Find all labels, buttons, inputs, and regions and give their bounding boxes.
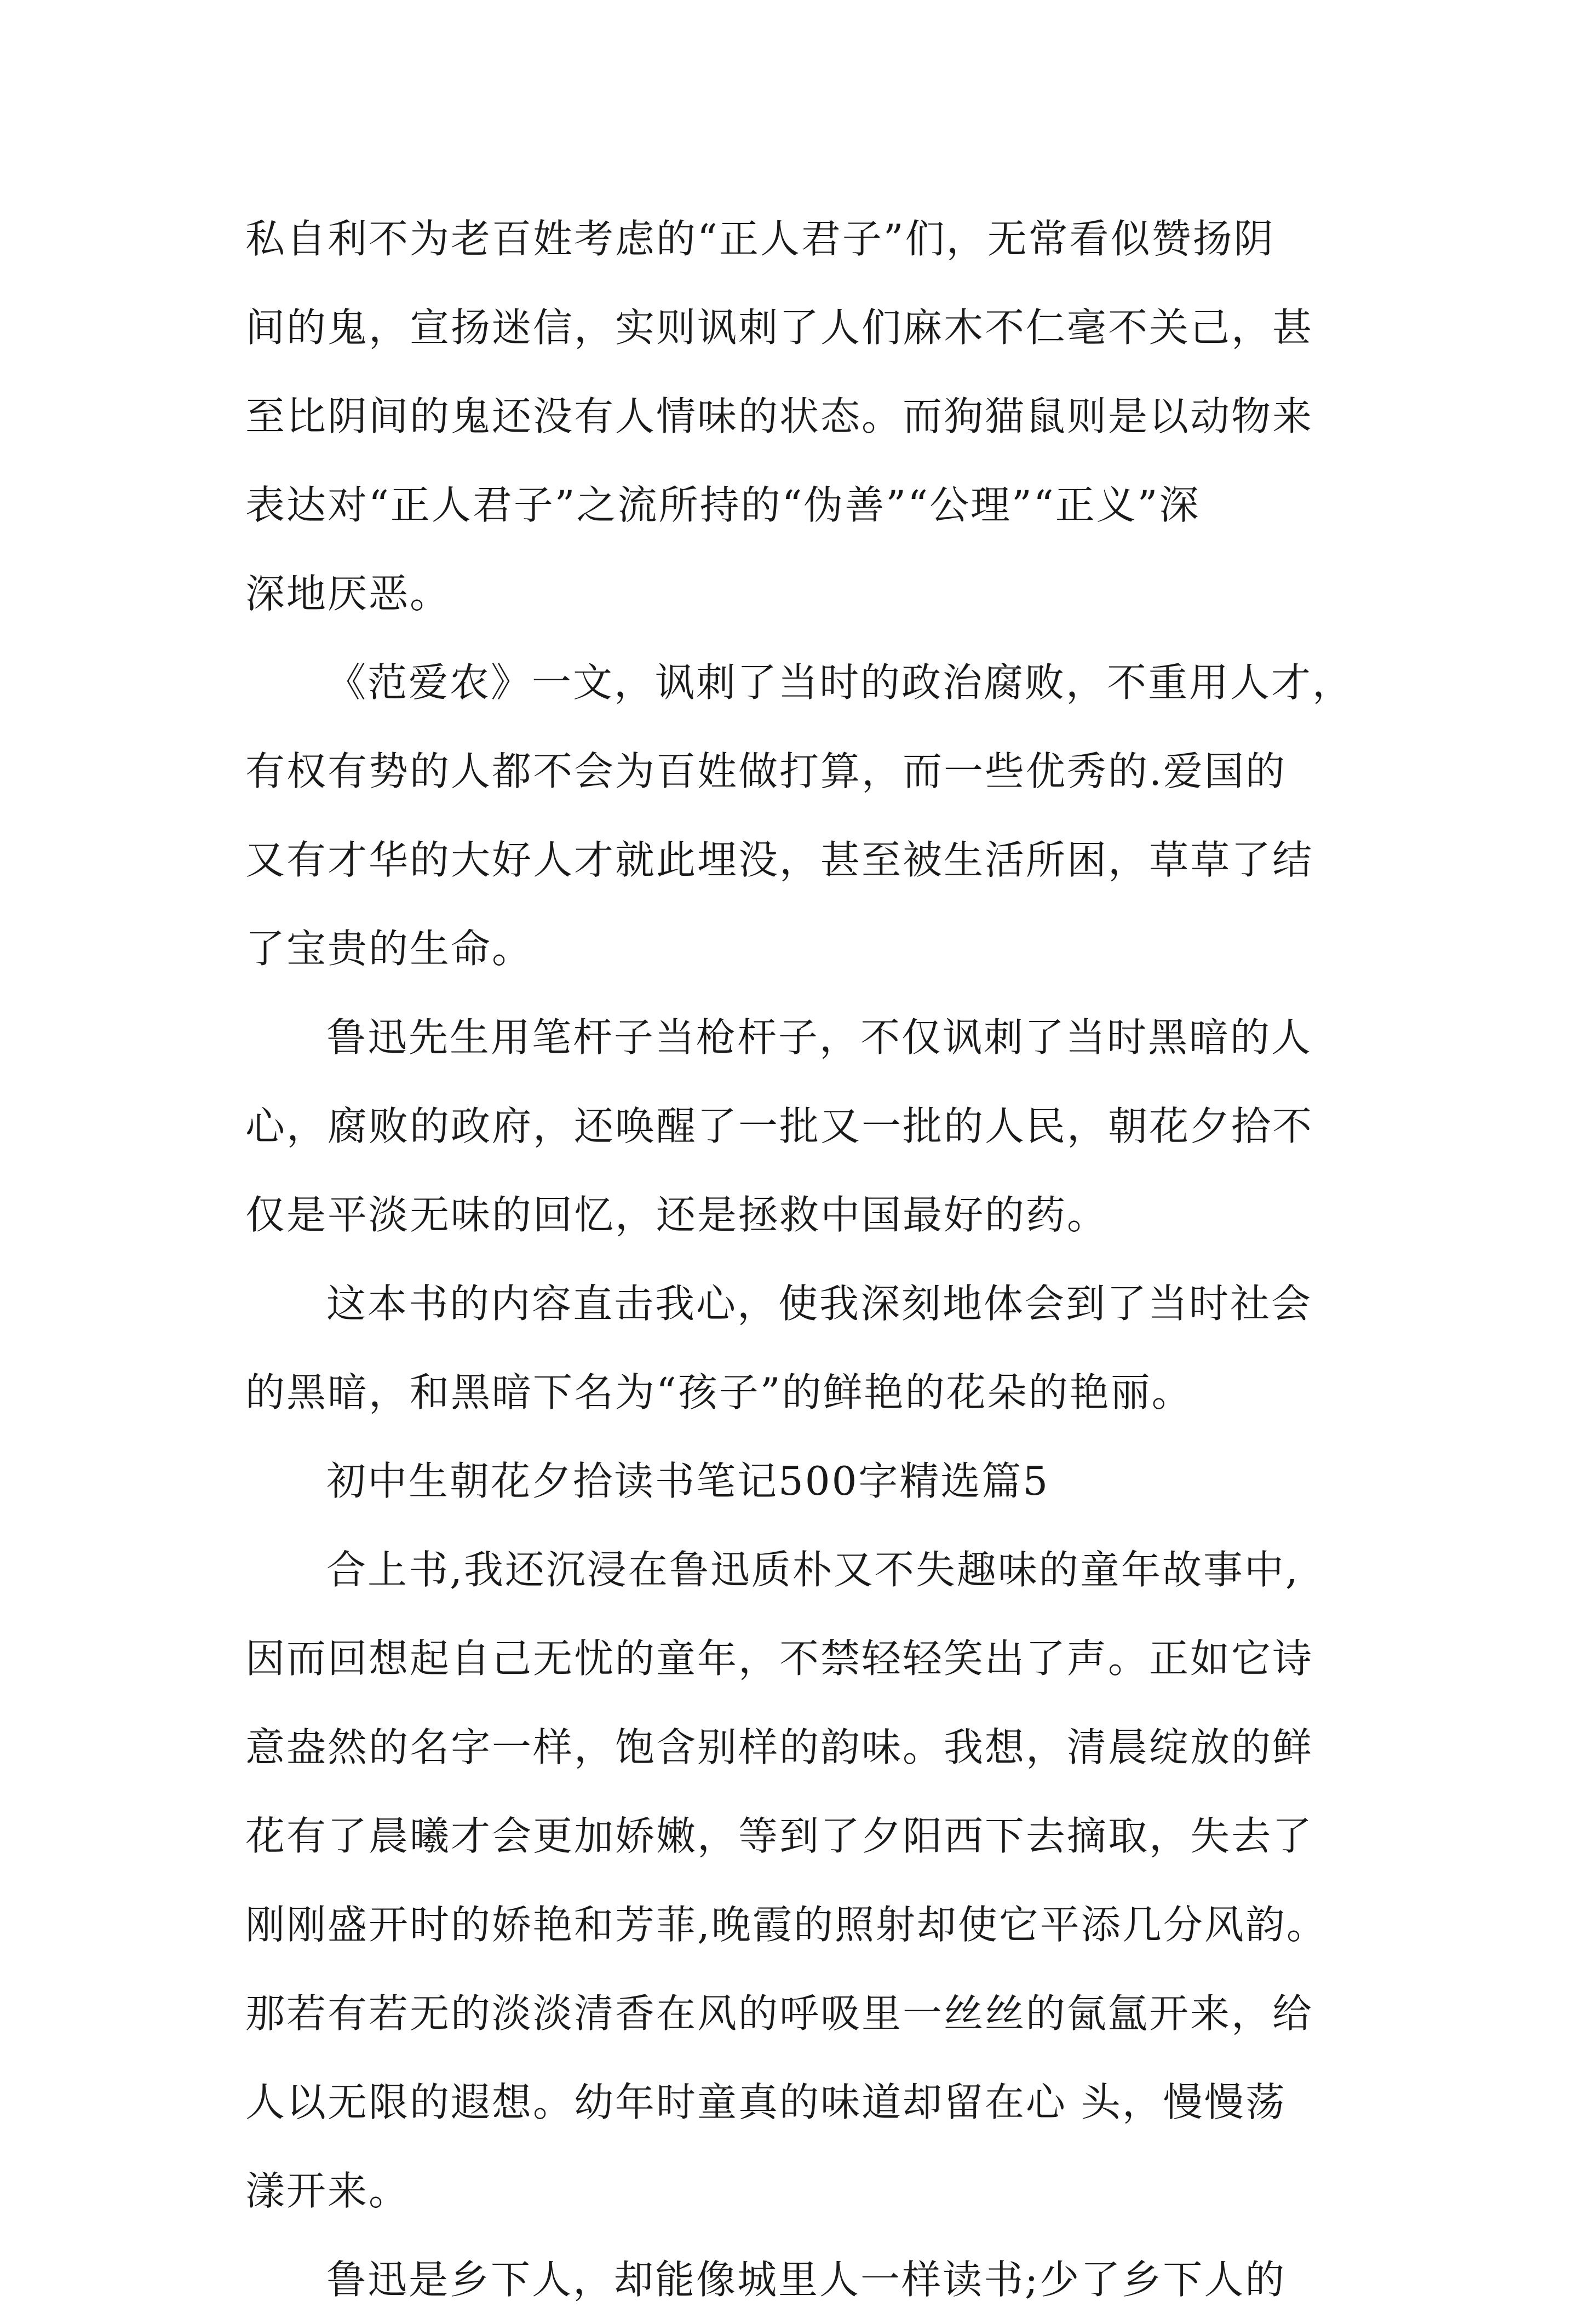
text-line: 合上书,我还沉浸在鲁迅质朴又不失趣味的童年故事中, bbox=[326, 1547, 1300, 1593]
document-body bbox=[245, 194, 1354, 2324]
text-line: 仅是平淡无味的回忆，还是拯救中国最好的药。 bbox=[245, 1192, 1109, 1238]
text-line: 又有才华的大好人才就此埋没，甚至被生活所困，草草了结 bbox=[245, 837, 1314, 883]
text-line: 鲁迅先生用笔杆子当枪杆子，不仅讽刺了当时黑暗的人 bbox=[326, 1014, 1313, 1060]
text-line: 因而回想起自己无忧的童年，不禁轻轻笑出了声。正如它诗 bbox=[245, 1636, 1314, 1682]
text-line: 漾开来。 bbox=[245, 2168, 410, 2214]
text-line: 间的鬼，宣扬迷信，实则讽刺了人们麻木不仁毫不关己，甚 bbox=[245, 305, 1314, 351]
text-line: 这本书的内容直击我心，使我深刻地体会到了当时社会 bbox=[326, 1281, 1313, 1327]
text-line: 私自利不为老百姓考虑的“正人君子”们，无常看似赞扬阴 bbox=[245, 216, 1275, 262]
text-line: 《范爱农》一文，讽刺了当时的政治腐败，不重用人才， bbox=[326, 659, 1354, 705]
text-line: 了宝贵的生命。 bbox=[245, 926, 533, 972]
text-line: 的黑暗，和黑暗下名为“孩子”的鲜艳的花朵的艳丽。 bbox=[245, 1369, 1193, 1415]
text-line: 深地厌恶。 bbox=[245, 571, 451, 617]
text-line: 刚刚盛开时的娇艳和芳菲,晚霞的照射却使它平添几分风韵。 bbox=[245, 1902, 1328, 1948]
text-line: 至比阴间的鬼还没有人情味的状态。而狗猫鼠则是以动物来 bbox=[245, 393, 1314, 439]
text-line: 意盎然的名字一样，饱含别样的韵味。我想，清晨绽放的鲜 bbox=[245, 1724, 1314, 1770]
text-line: 花有了晨曦才会更加娇嫩，等到了夕阳西下去摘取，失去了 bbox=[245, 1813, 1314, 1859]
text-line: 表达对“正人君子”之流所持的“伪善”“公理”“正义”深 bbox=[245, 482, 1201, 528]
text-line: 人以无限的遐想。幼年时童真的味道却留在心 头，慢慢荡 bbox=[245, 2079, 1287, 2125]
text-line: 鲁迅是乡下人，却能像城里人一样读书;少了乡下人的 bbox=[326, 2257, 1287, 2303]
section-heading: 初中生朝花夕拾读书笔记500字精选篇5 bbox=[326, 1458, 1050, 1504]
text-line: 那若有若无的淡淡清香在风的呼吸里一丝丝的氤氲开来，给 bbox=[245, 1990, 1314, 2036]
text-line: 心，腐败的政府，还唤醒了一批又一批的人民，朝花夕拾不 bbox=[245, 1103, 1314, 1149]
text-line: 有权有势的人都不会为百姓做打算，而一些优秀的.爱国的 bbox=[245, 748, 1287, 794]
